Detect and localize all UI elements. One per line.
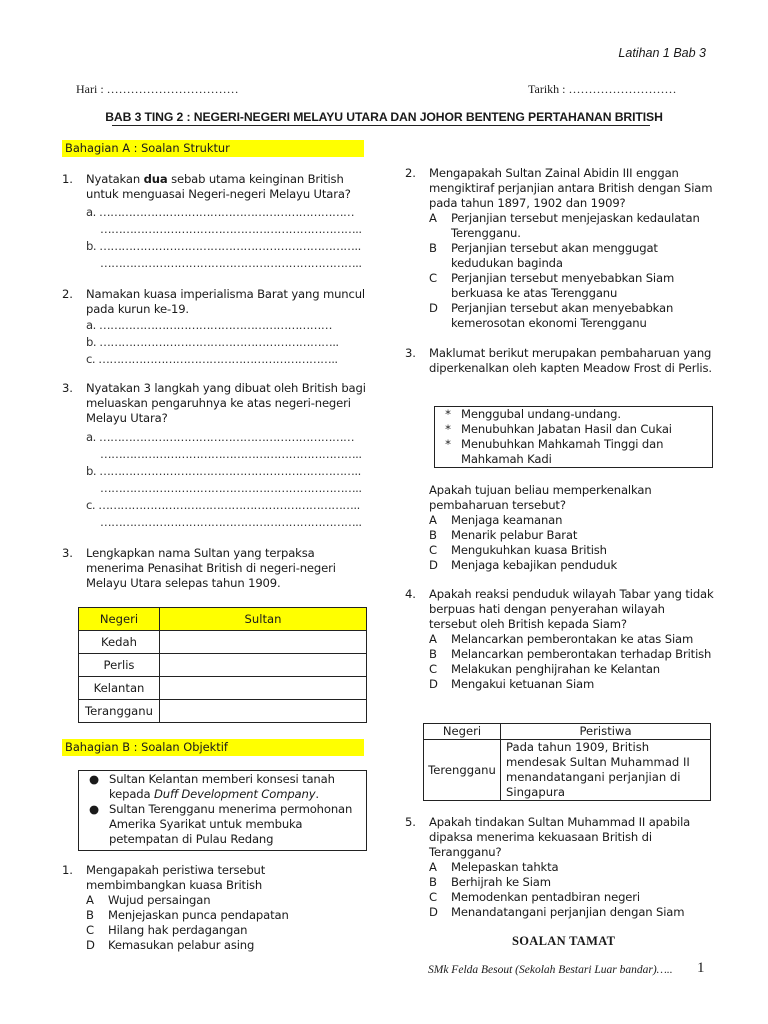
table-cell-sultan[interactable] [160,654,367,677]
answer-line[interactable]: a. …………………………………………………………… [86,205,355,219]
option-letter: C [429,890,437,904]
question-a4 [62,546,367,591]
star-icon: * [445,407,451,421]
option-letter: C [429,543,437,557]
option-text: Perjanjian tersebut menyebabkan Siam berkuasa ke atas Terengganu [451,271,675,300]
question-b2 [405,166,715,331]
table-cell-sultan[interactable] [160,700,367,723]
question-b1 [62,863,367,953]
option-text: Perjanjian tersebut akan menggugat kedudukan baginda [451,241,658,270]
info-bullet [79,772,360,802]
option-a[interactable] [429,513,715,528]
page-number: 1 [697,960,705,976]
answer-line[interactable]: …………………………………………………………….. [100,515,362,529]
option-text: Perjanjian tersebut akan menyebabkan kemerosotan ekonomi Terengganu [451,301,674,330]
answer-line[interactable]: b. …………………………………………………………….. [86,239,361,253]
section-a-heading: Bahagian A : Soalan Struktur [62,140,364,157]
option-c[interactable] [429,543,715,558]
question-text: Mengapakah peristiwa tersebut membimbangkan kuasa British [86,863,266,892]
reform-text: Menubuhkan Jabatan Hasil dan Cukai [461,422,672,436]
table-cell-negeri: Kedah [79,631,160,654]
question-number: 5. [405,815,416,829]
option-b[interactable] [86,908,367,923]
option-letter: B [429,241,437,255]
table-cell-peristiwa: Pada tahun 1909, British mendesak Sultan Muhammad II menandatangani perjanjian di Singapura [501,740,711,801]
star-icon: * [445,437,451,451]
answer-line[interactable]: c. …………………………………………………………….. [86,498,360,512]
option-text: Menjaga kebajikan penduduk [451,558,618,572]
option-letter: A [429,211,437,225]
option-c[interactable] [429,271,715,301]
section-b-heading: Bahagian B : Soalan Objektif [62,739,364,756]
options-list [429,860,715,920]
option-c[interactable] [86,923,367,938]
option-d[interactable] [429,558,715,573]
table-row [79,700,367,723]
question-number: 3. [62,381,73,395]
question-number: 4. [405,587,416,601]
bullet-icon: ● [89,802,99,816]
option-text: Menjaga keamanan [451,513,563,527]
table-cell-negeri: Terengganu [424,740,501,801]
answer-line[interactable]: b. ……………………………………………………….. [86,335,339,349]
question-text: Apakah tindakan Sultan Muhammad II apabila dipaksa menerima kekuasaan British di Terangganu? [429,815,691,859]
bullet-italic: Duff Development Company [154,787,316,801]
option-letter: D [429,905,438,919]
info-box [78,770,367,851]
question-number: 2. [62,287,73,301]
reform-text: Menubuhkan Mahkamah Tinggi dan Mahkamah Kadi [461,437,664,466]
question-a2 [62,287,367,317]
option-text: Melancarkan pemberontakan terhadap British [451,647,712,661]
option-letter: D [429,558,438,572]
answer-line[interactable]: a. …………………………………………………………… [86,430,355,444]
option-text: Melepaskan tahkta [451,860,559,874]
question-number: 1. [62,172,73,186]
date-field: Tarikh : ……………………… [528,82,677,96]
question-text: Namakan kuasa imperialisma Barat yang muncul pada kurun ke-19. [86,287,365,316]
option-letter: D [429,301,438,315]
table-cell-negeri: Perlis [79,654,160,677]
bullet-text-part: Sultan Kelantan memberi konsesi tanah kepada [109,772,335,801]
question-number: 2. [405,166,416,180]
option-a[interactable] [429,211,715,241]
reform-box [434,406,713,468]
question-b3-prompt [429,483,715,573]
option-b[interactable] [429,528,715,543]
info-bullet [79,802,360,847]
option-text: Hilang hak perdagangan [108,923,248,937]
option-letter: C [429,662,437,676]
table-header-negeri: Negeri [424,724,501,740]
question-b5 [405,815,715,920]
option-text: Melancarkan pemberontakan ke atas Siam [451,632,694,646]
option-letter: B [86,908,94,922]
option-d[interactable] [429,677,715,692]
table-cell-negeri: Kelantan [79,677,160,700]
table-cell-sultan[interactable] [160,631,367,654]
reform-item [435,422,712,437]
option-text: Menarik pelabur Barat [451,528,578,542]
option-a[interactable] [86,893,367,908]
answer-line[interactable]: …………………………………………………………….. [100,447,362,461]
question-b4 [405,587,715,692]
sultan-table [78,607,367,723]
option-text: Melakukan penghijrahan ke Kelantan [451,662,661,676]
option-b[interactable] [429,241,715,271]
option-text: Menjejaskan punca pendapatan [108,908,289,922]
question-text [86,172,367,202]
question-bold-word: dua [143,172,168,186]
option-letter: A [86,893,94,907]
option-text: Wujud persaingan [108,893,211,907]
option-letter: C [86,923,94,937]
answer-line[interactable]: …………………………………………………………….. [100,256,362,270]
bullet-icon: ● [89,772,99,786]
answer-line[interactable]: b. …………………………………………………………….. [86,464,361,478]
answer-line[interactable]: a. ……………………………………………………… [86,318,332,332]
option-letter: D [429,677,438,691]
option-letter: A [429,860,437,874]
end-of-questions: SOALAN TAMAT [512,934,616,948]
answer-line[interactable]: …………………………………………………………….. [100,222,362,236]
reform-item [435,407,712,422]
peristiwa-table [423,723,711,801]
question-text: Apakah tujuan beliau memperkenalkan pembaharuan tersebut? [429,483,652,512]
option-c[interactable] [429,662,715,677]
table-header-negeri: Negeri [79,608,160,631]
option-letter: A [429,632,437,646]
option-text: Kemasukan pelabur asing [108,938,255,952]
table-row [79,631,367,654]
footer-school: SMk Felda Besout (Sekolah Bestari Luar bandar)….. [428,964,673,976]
table-row [79,677,367,700]
question-text: Lengkapkan nama Sultan yang terpaksa menerima Penasihat British di negeri-negeri Melayu Utara selepas tahun 1909. [86,546,336,590]
question-text: Mengapakah Sultan Zainal Abidin III enggan mengiktiraf perjanjian antara British dengan Siam pada tahun 1897, 1902 dan 1909? [429,166,713,210]
question-b3 [405,346,715,376]
question-a3 [62,381,367,426]
bullet-text [109,772,360,802]
option-letter: B [429,528,437,542]
option-text: Memodenkan pentadbiran negeri [451,890,640,904]
question-text: Nyatakan 3 langkah yang dibuat oleh British bagi meluaskan pengaruhnya ke atas negeri-negeri Melayu Utara? [86,381,366,425]
bullet-text-part: . [315,787,319,801]
table-cell-negeri: Terangganu [79,700,160,723]
table-header-sultan: Sultan [160,608,367,631]
answer-line[interactable]: c. ……………………………………………………….. [86,352,338,366]
options-list [86,893,367,953]
reform-text: Menggubal undang-undang. [461,407,621,421]
table-cell-sultan[interactable] [160,677,367,700]
options-list [429,211,715,331]
question-text: Maklumat berikut merupakan pembaharuan yang diperkenalkan oleh kapten Meadow Frost di Perlis. [429,346,712,375]
option-text: Mengukuhkan kuasa British [451,543,607,557]
option-text: Berhijrah ke Siam [451,875,551,889]
table-header-peristiwa: Peristiwa [501,724,711,740]
option-letter: C [429,271,437,285]
table-row [424,740,711,801]
option-d[interactable] [429,301,715,331]
option-d[interactable] [429,905,715,920]
title-underline [112,125,650,126]
option-text: Menandatangani perjanjian dengan Siam [451,905,685,919]
option-letter: A [429,513,437,527]
option-d[interactable] [86,938,367,953]
option-a[interactable] [429,632,715,647]
exercise-label: Latihan 1 Bab 3 [618,46,706,60]
option-text: Perjanjian tersebut menjejaskan kedaulatan Terengganu. [451,211,700,240]
star-icon: * [445,422,451,436]
options-list [429,632,715,692]
option-a[interactable] [429,860,715,875]
question-number: 1. [62,863,73,877]
day-field: Hari : …………………………… [76,82,239,96]
question-a1 [62,172,367,202]
option-b[interactable] [429,647,715,662]
option-letter: D [86,938,95,952]
question-text: Apakah reaksi penduduk wilayah Tabar yang tidak berpuas hati dengan penyerahan wilayah tersebut oleh British kepada Siam? [429,587,714,631]
question-number: 3. [405,346,416,360]
page-title: BAB 3 TING 2 : NEGERI-NEGERI MELAYU UTARA DAN JOHOR BENTENG PERTAHANAN BRITISH [105,110,663,124]
option-letter: B [429,875,437,889]
question-number: 3. [62,546,73,560]
option-text: Mengakui ketuanan Siam [451,677,595,691]
option-letter: B [429,647,437,661]
answer-line[interactable]: …………………………………………………………….. [100,481,362,495]
bullet-text: Sultan Terengganu menerima permohonan Amerika Syarikat untuk membuka petempatan di Pulau Redang [109,802,353,846]
reform-item [435,437,712,467]
question-text-part: sebab utama keinginan British untuk menguasai Negeri-negeri Melayu Utara? [86,172,351,201]
question-text-part: Nyatakan [86,172,144,186]
option-b[interactable] [429,875,715,890]
option-c[interactable] [429,890,715,905]
table-row [79,654,367,677]
